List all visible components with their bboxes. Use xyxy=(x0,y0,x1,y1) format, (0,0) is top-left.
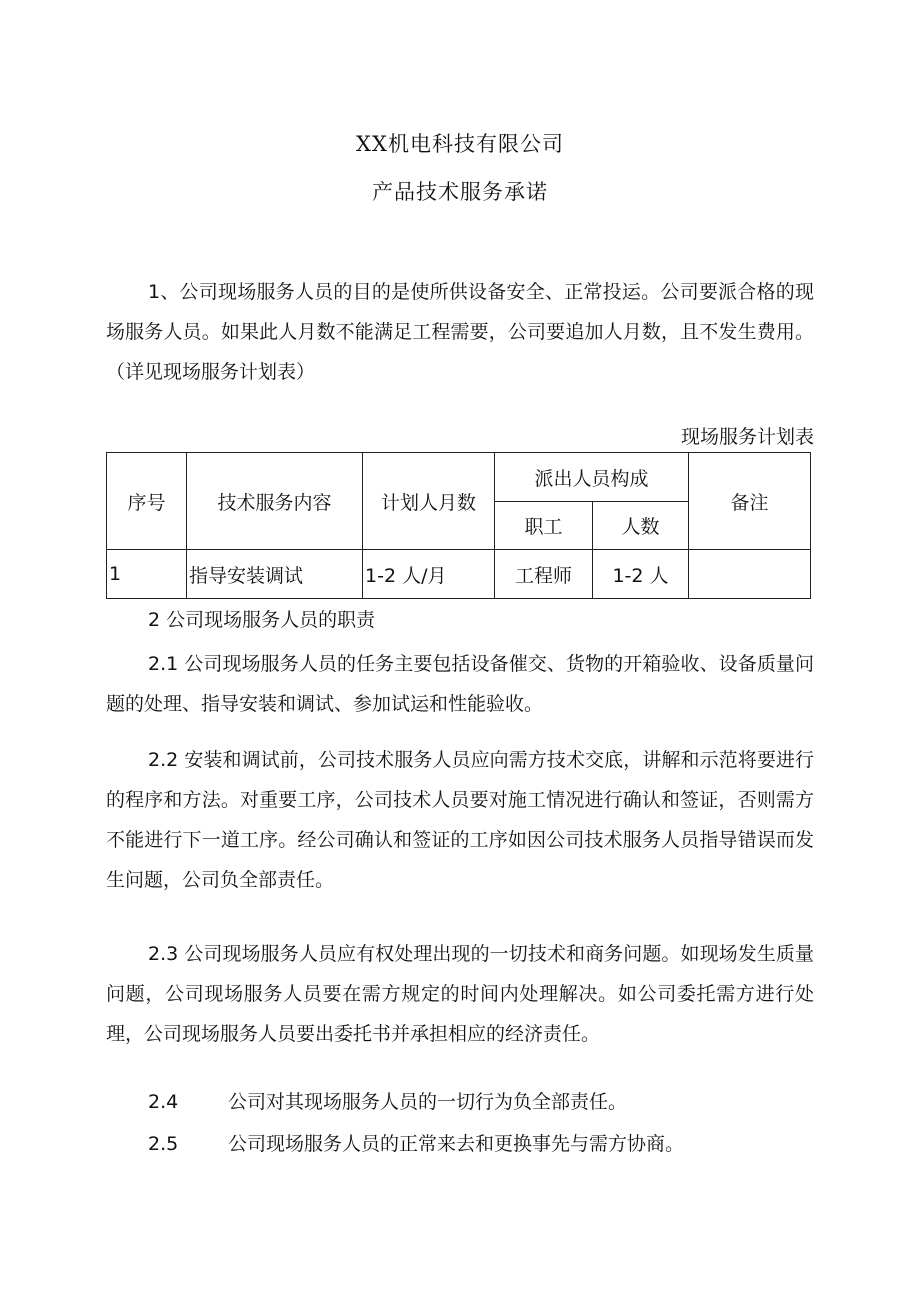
cell-note xyxy=(689,550,811,599)
section-1-paragraph: 1、公司现场服务人员的目的是使所供设备安全、正常投运。公司要派合格的现场服务人员。如果此人月数不能满足工程需要，公司要追加人月数，且不发生费用。（详见现场服务计划表） xyxy=(106,281,814,383)
item-text: 公司现场服务人员应有权处理出现的一切技术和商务问题。如现场发生质量问题，公司现场服务人员要在需方规定的时间内处理解决。如公司委托需方进行处理，公司现场服务人员要出委托书并承担相应的经济责任。 xyxy=(106,943,814,1045)
cell-count: 1-2 人 xyxy=(593,550,689,599)
document-title: 产品技术服务承诺 xyxy=(372,180,548,204)
item-number: 2.1 xyxy=(148,653,179,675)
cell-plan: 1-2 人/月 xyxy=(363,550,495,599)
cell-seq: 1 xyxy=(107,550,187,599)
header-plan: 计划人月数 xyxy=(363,453,495,550)
item-text: 安装和调试前，公司技术服务人员应向需方技术交底，讲解和示范将要进行的程序和方法。对重要工序，公司技术人员要对施工情况进行确认和签证，否则需方不能进行下一道工序。经公司确认和签证的工序如因公司技术服务人员指导错误而发生问题，公司负全部责任。 xyxy=(106,749,814,891)
table-caption: 现场服务计划表 xyxy=(680,426,814,448)
service-plan-table xyxy=(106,452,811,599)
cell-content: 指导安装调试 xyxy=(187,550,363,599)
item-number: 2.4 xyxy=(148,1091,179,1113)
header-note: 备注 xyxy=(689,453,811,550)
item-text: 公司现场服务人员的任务主要包括设备催交、货物的开箱验收、设备质量问题的处理、指导安装和调试、参加试运和性能验收。 xyxy=(106,653,814,715)
company-title: XX机电科技有限公司 xyxy=(356,132,564,156)
header-content: 技术服务内容 xyxy=(187,453,363,550)
item-2-2 xyxy=(106,740,814,900)
item-2-4 xyxy=(148,1082,627,1122)
item-2-1 xyxy=(106,644,814,724)
header-seq: 序号 xyxy=(107,453,187,550)
header-count: 人数 xyxy=(593,502,689,550)
table-row xyxy=(107,550,811,599)
item-2-5 xyxy=(148,1124,684,1164)
item-2-3 xyxy=(106,934,814,1054)
header-staff-group: 派出人员构成 xyxy=(495,453,689,502)
item-text: 公司现场服务人员的正常来去和更换事先与需方协商。 xyxy=(228,1133,685,1155)
item-text: 公司对其现场服务人员的一切行为负全部责任。 xyxy=(228,1091,628,1113)
section-2-heading: 2 公司现场服务人员的职责 xyxy=(148,609,376,631)
cell-role: 工程师 xyxy=(495,550,593,599)
item-number: 2.2 xyxy=(148,749,179,771)
item-number: 2.5 xyxy=(148,1133,179,1155)
item-number: 2.3 xyxy=(148,943,179,965)
header-role: 职工 xyxy=(495,502,593,550)
